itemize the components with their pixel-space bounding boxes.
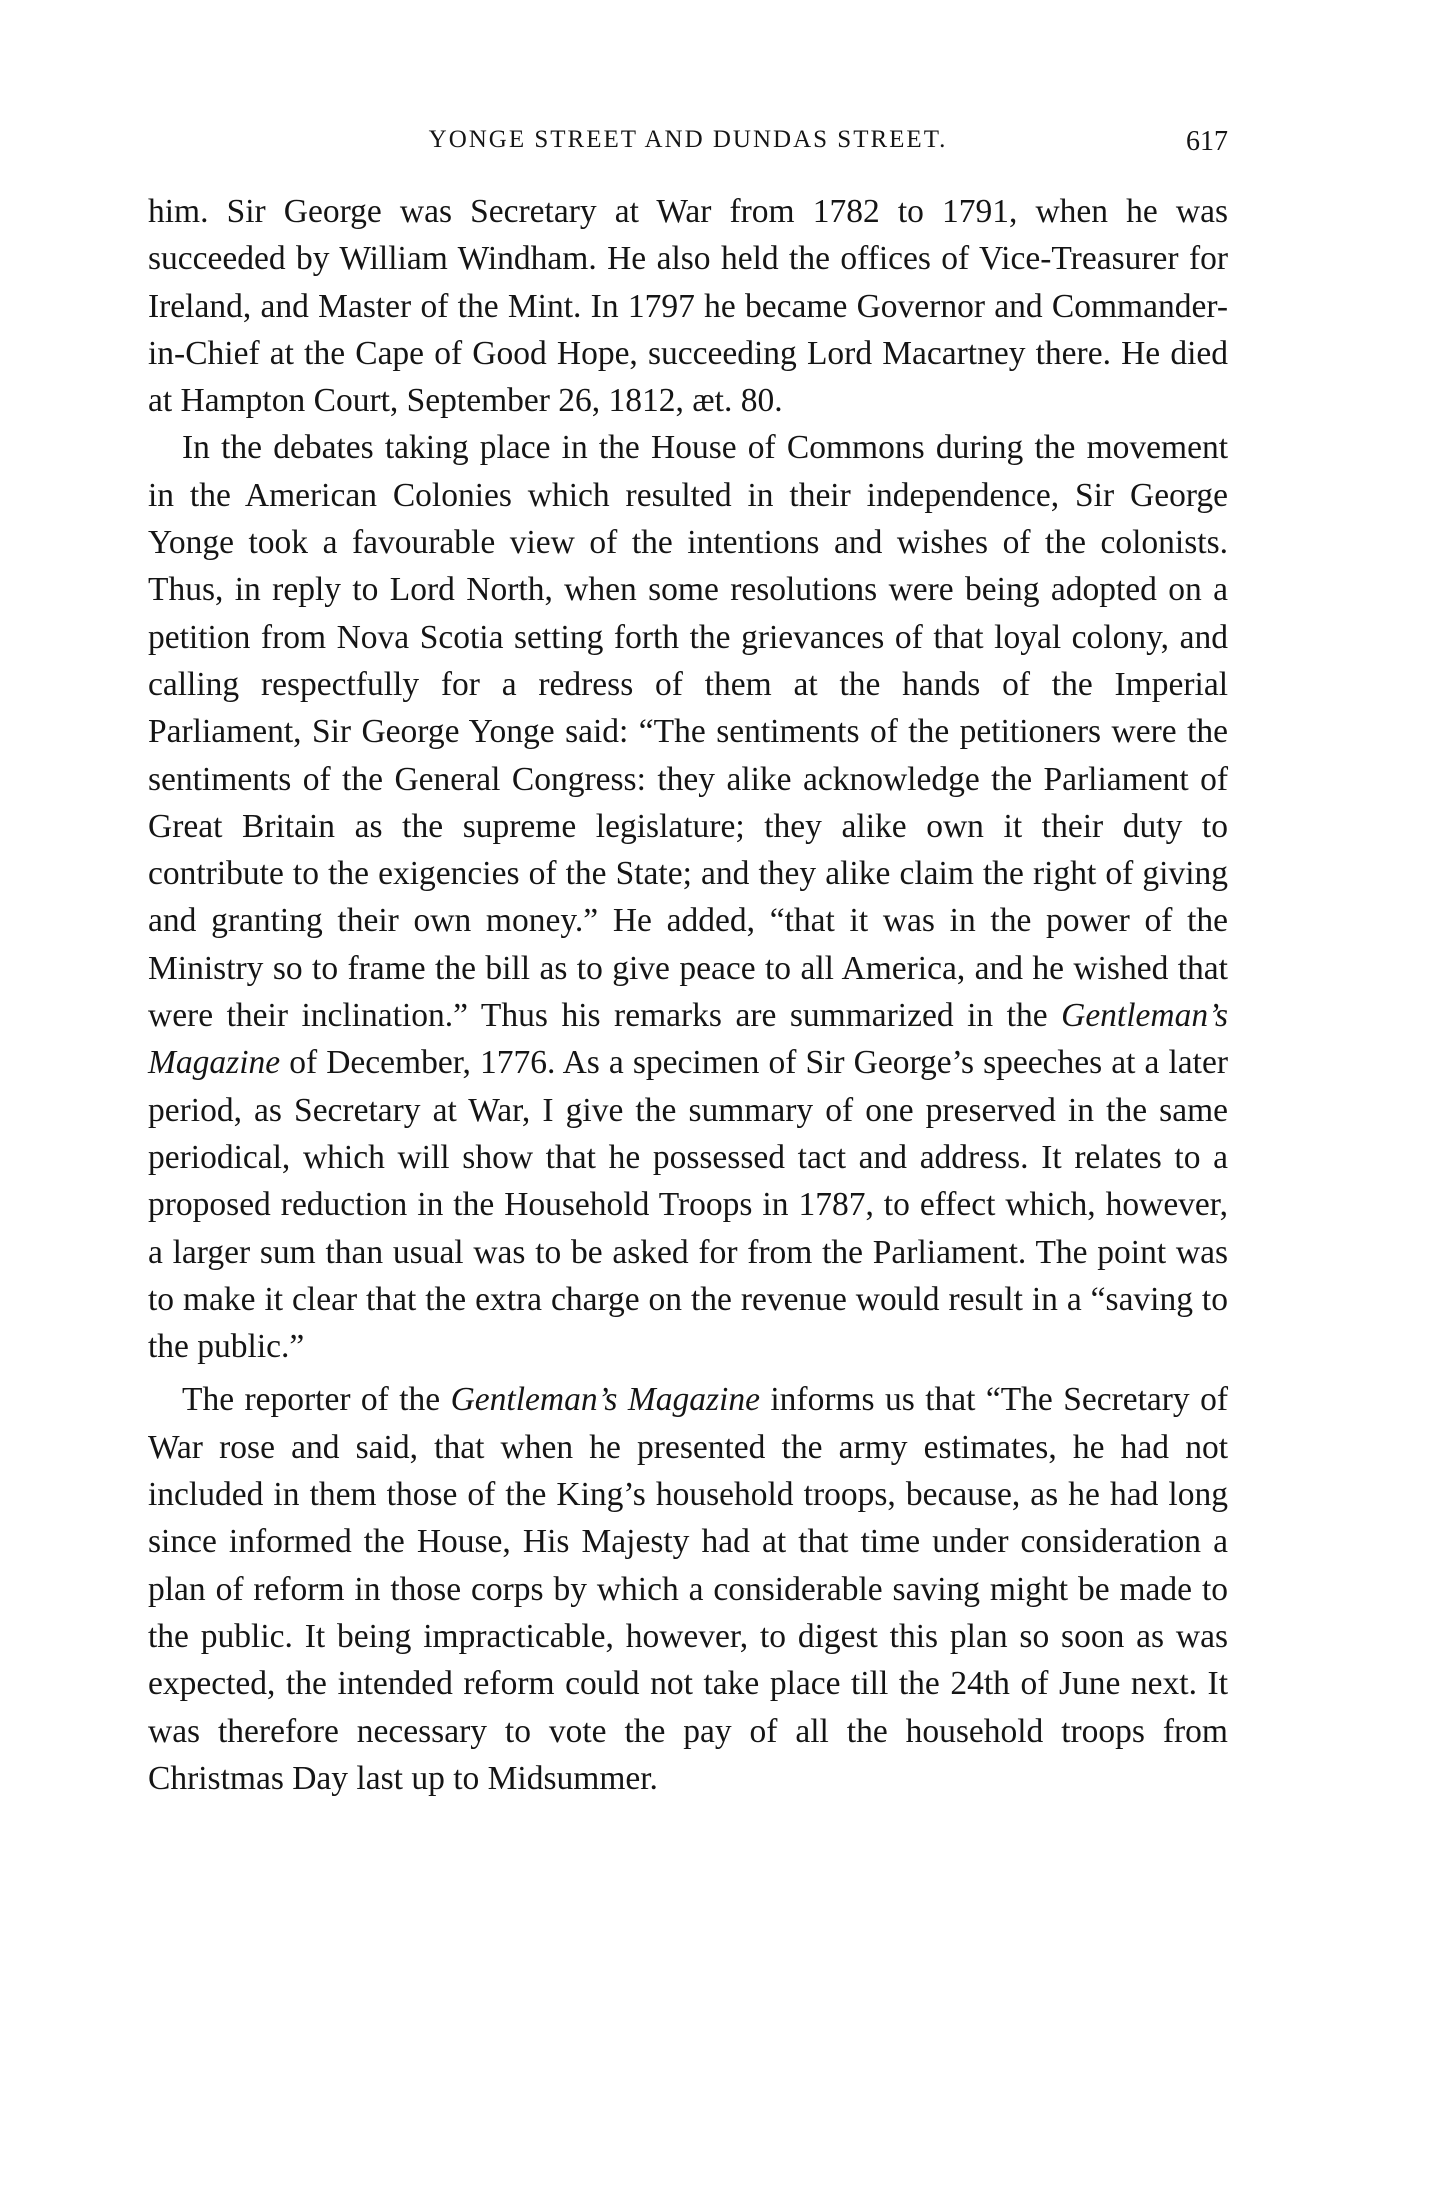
paragraph-3 [148, 1376, 1228, 1802]
running-title: YONGE STREET AND DUNDAS STREET. [428, 126, 948, 153]
paragraph-1 [148, 188, 1228, 424]
body-text [148, 188, 1228, 1802]
paragraph-2 [148, 424, 1228, 1370]
running-head [148, 126, 1228, 166]
periodical-title: Gentleman’s Magazine [450, 1381, 760, 1419]
paragraph-2-text-a: In the debates taking place in the House of Commons during the movement in the American Colonies which resulted in their independence, Sir George Yonge took a favourable view of the intentions and wishes of the colonists. Thus, in reply to Lord North, when some resolutions were being adopted on a petition from Nova Scotia setting forth the grievances of that loyal colony, and calling respectfully for a redress of them at the hands of the Imperial Parliament, Sir George Yonge said: “The sentiments of the petitioners were the sentiments of the General Congress: they alike acknowledge the Parliament of Great Britain as the supreme legislature; they alike own it their duty to contribute to the exigencies of the State; and they alike claim the right of giving and granting their own money.” He added, “that it was in the power of the Ministry so to frame the bill as to give peace to all America, and he wished that were their inclination.” Thus his remarks are summarized in the [148, 429, 1228, 1035]
periodical-title: Gentleman’s Magazine [148, 997, 1228, 1082]
paragraph-3-text-a: The reporter of the [182, 1381, 451, 1419]
paragraph-2-text-b: of December, 1776. As a specimen of Sir George’s speeches at a later period, as Secretary at War, I give the summary of one preserved in the same periodical, which will show that he possessed tact and address. It relates to a proposed reduction in the Household Troops in 1787, to effect which, however, a larger sum than usual was to be asked for from the Parliament. The point was to make it clear that the extra charge on the revenue would result in a “saving to the public.” [148, 1044, 1228, 1366]
paragraph-1-text: him. Sir George was Secretary at War from 1782 to 1791, when he was succeeded by William Windham. He also held the offices of Vice-Treasurer for Ireland, and Master of the Mint. In 1797 he became Governor and Commander-in-Chief at the Cape of Good Hope, succeeding Lord Macartney there. He died at Hampton Court, September 26, 1812, æt. 80. [148, 193, 1228, 420]
paragraph-3-text-b: informs us that “The Secretary of War rose and said, that when he presented the army estimates, he had not included in them those of the King’s household troops, because, as he had long since informed the House, His Majesty had at that time under consideration a plan of reform in those corps by which a considerable saving might be made to the public. It being impracticable, however, to digest this plan so soon as was expected, the intended reform could not take place till the 24th of June next. It was therefore necessary to vote the pay of all the household troops from Christmas Day last up to Midsummer. [148, 1381, 1228, 1797]
page-number: 617 [1186, 126, 1228, 157]
